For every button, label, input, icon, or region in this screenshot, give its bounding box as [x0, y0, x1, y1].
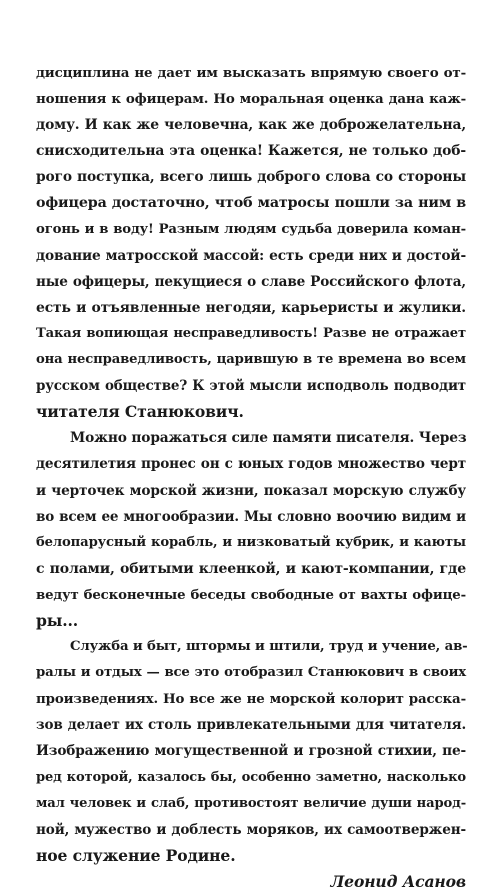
text-line: Служба и быт, штормы и штили, труд и учение, ав-: [70, 639, 468, 655]
text-line: и черточек морской жизни, показал морскую службу: [36, 482, 466, 499]
text-line: ное служение Родине.: [36, 845, 236, 865]
paragraph-3: [36, 634, 466, 869]
text-line: Такая вопиющая несправедливость! Разве не отражает: [36, 325, 466, 341]
text-line: она несправедливость, царившую в те времена во всем: [36, 352, 466, 368]
text-line: дисциплина не дает им высказать впрямую своего от-: [36, 65, 466, 81]
text-line: ралы и отдых — все это отобразил Станюкович в своих: [36, 665, 466, 681]
text-line: зов делает их столь привлекательными для читателя.: [36, 717, 466, 734]
document-page: [36, 60, 466, 895]
paragraph-1: [36, 60, 466, 425]
text-line: ры...: [36, 610, 79, 630]
text-line: белопарусный корабль, и низковатый кубрик, и каюты: [36, 534, 466, 550]
text-line: Можно поражаться силе памяти писателя. Через: [70, 430, 467, 447]
text-line: огонь и в воду! Разным людям судьба доверила коман-: [36, 221, 466, 237]
text-line: снисходительна эта оценка! Кажется, не только доб-: [36, 143, 466, 160]
text-line: ные офицеры, пекущиеся о славе Российского флота,: [36, 273, 466, 290]
text-line: дование матросской массой: есть среди них и достой-: [36, 247, 466, 264]
text-line: десятилетия пронес он с юных годов множество черт: [36, 456, 466, 473]
text-line: ношения к офицерам. Но моральная оценка дана каж-: [36, 91, 466, 108]
text-line: дому. И как же человечна, как же доброжелательна,: [36, 117, 466, 134]
text-line: офицера достаточно, чтоб матросы пошли за ним в: [36, 195, 466, 212]
text-line: читателя Станюкович.: [36, 402, 244, 422]
text-line: Изображению могущественной и грозной стихии, пе-: [36, 743, 466, 760]
text-line: ведут бесконечные беседы свободные от вахты офице-: [36, 586, 466, 603]
author-signature: Леонид Асанов: [330, 871, 466, 891]
text-line: мал человек и слаб, противостоят величие души народ-: [36, 795, 466, 811]
text-line: русском обществе? К этой мысли исподволь подводит: [36, 378, 466, 395]
text-line: ной, мужество и доблесть моряков, их самоотвержен-: [36, 821, 466, 838]
text-line: произведениях. Но все же не морской колорит расска-: [36, 691, 466, 708]
paragraph-2: [36, 425, 466, 634]
text-line: рого поступка, всего лишь доброго слова со стороны: [36, 169, 466, 186]
text-line: ред которой, казалось бы, особенно заметно, насколько: [36, 769, 466, 785]
text-line: во всем ее многообразии. Мы словно воочию видим и: [36, 508, 466, 525]
text-line: есть и отъявленные негодяи, карьеристы и жулики.: [36, 299, 466, 316]
text-line: с полами, обитыми клеенкой, и кают-компании, где: [36, 560, 466, 577]
